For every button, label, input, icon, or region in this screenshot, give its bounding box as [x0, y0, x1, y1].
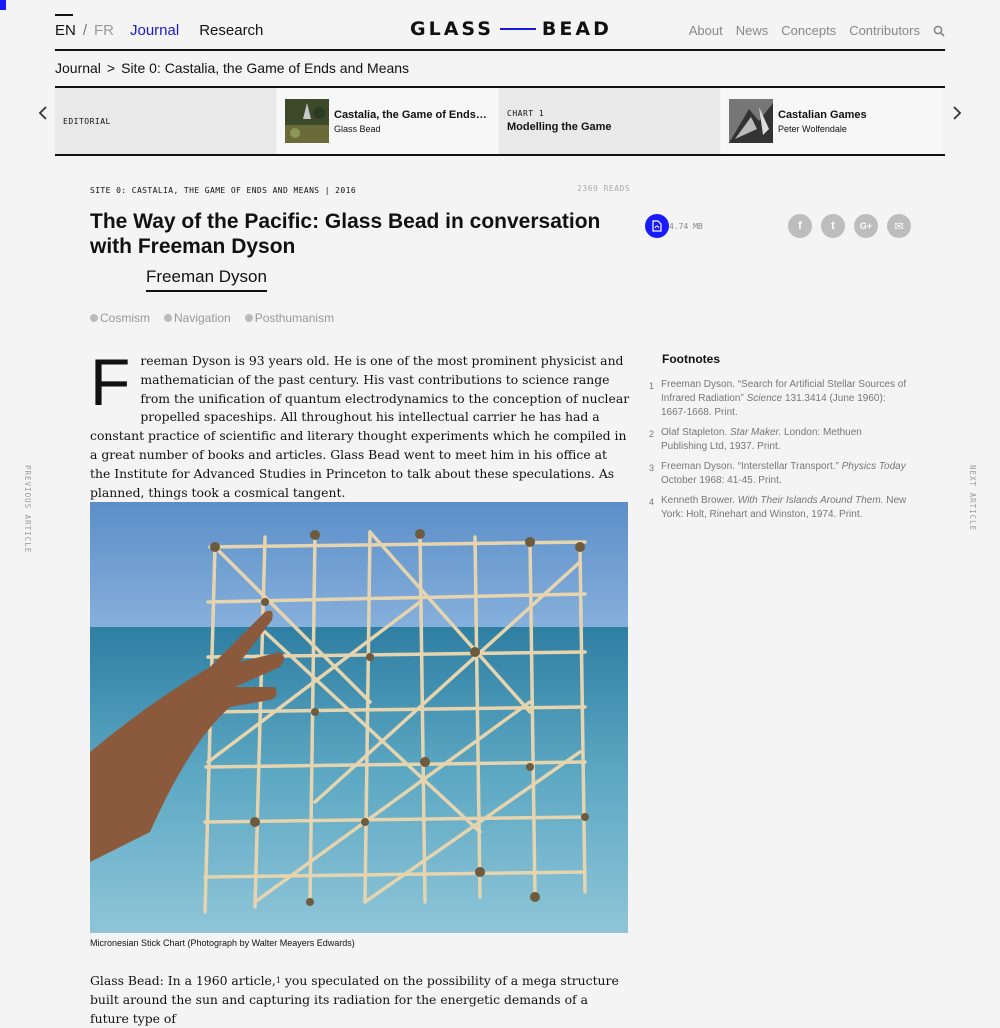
intro-text: reeman Dyson is 93 years old. He is one of the most prominent physicist and mathematician of the past century. His vast contributions to science range from the unification of quantum electrodynamics to the conception of nuclear propelled spaceships. All throughout his intellectual carrier he has had a constant practice of scientific and literary thought experiments which he compiled in a great number of books and articles. Glass Bead went to meet him in his office at the Institute for Advanced Studies in Princeton to talk about these speculations. As planned, things took a cosmical tangent.	[90, 353, 630, 500]
facebook-icon: f	[798, 220, 802, 232]
footnote-text: Freeman Dyson. “Interstellar Transport.”	[661, 461, 842, 472]
carousel-item-editorial[interactable]	[55, 88, 277, 154]
breadcrumb-journal[interactable]: Journal	[55, 60, 101, 76]
footnote-text: Kenneth Brower.	[661, 495, 738, 506]
castalian-games-thumbnail	[729, 99, 773, 143]
carousel-item-chart[interactable]	[499, 88, 721, 154]
share-googleplus-button[interactable]	[854, 214, 878, 238]
carousel-item-castalian-games[interactable]	[721, 88, 943, 154]
nav-news[interactable]: News	[735, 23, 769, 38]
question-speaker: Glass Bead	[90, 973, 160, 988]
tag-navigation[interactable]: Navigation	[164, 311, 231, 325]
photo-caption: Micronesian Stick Chart (Photograph by Walter Meayers Edwards)	[90, 938, 355, 948]
read-count: 2369 READS	[577, 184, 631, 193]
footnote-text: October 1968: 41-45. Print.	[661, 475, 782, 486]
drop-cap: F	[90, 345, 131, 419]
carousel-chart-text	[507, 109, 612, 133]
question-text-b: you speculated on the possibility of a mega structure built around the sun and capturing its radiation for the energetic demands of a future type of	[90, 973, 619, 1026]
language-switcher	[55, 22, 114, 39]
reading-progress	[0, 0, 6, 10]
tag-posthumanism[interactable]: Posthumanism	[245, 311, 334, 325]
carousel-next-button[interactable]	[949, 105, 965, 126]
footnotes-list	[649, 378, 909, 528]
footnote-number: 2	[649, 429, 655, 439]
pdf-size: 4.74 MB	[669, 222, 703, 231]
stick-chart-photo	[90, 502, 628, 933]
footnote-text: Freeman Dyson. “Search for Artificial Stellar Sources of Infrared Radiation”	[661, 379, 907, 404]
search-icon[interactable]	[933, 25, 945, 37]
article-meta: SITE 0: CASTALIA, THE GAME OF ENDS AND MEANS | 2016	[90, 186, 357, 195]
share-twitter-button[interactable]	[821, 214, 845, 238]
chevron-right-icon	[952, 105, 962, 121]
castalia-thumbnail	[285, 99, 329, 143]
carousel-chart-kicker: CHART 1	[507, 109, 545, 118]
pdf-icon	[652, 220, 662, 232]
nav-research[interactable]: Research	[199, 22, 264, 39]
footnotes-title: Footnotes	[662, 352, 720, 366]
logo-word-glass: GLASS	[410, 18, 494, 40]
site-header	[55, 0, 945, 51]
nav-concepts[interactable]: Concepts	[781, 23, 837, 38]
carousel-games-subtitle: Peter Wolfendale	[778, 123, 847, 134]
carousel-editorial-label: EDITORIAL	[63, 116, 111, 126]
footnote-italic: Star Maker.	[729, 427, 782, 438]
breadcrumb-separator: >	[106, 60, 116, 76]
footnote-text: 131.3414 (June 1960): 1667-1668. Print.	[661, 393, 886, 418]
question-text-a: : In a 1960 article,	[159, 973, 276, 988]
twitter-icon: t	[831, 220, 835, 232]
site-logo[interactable]	[410, 18, 612, 40]
footnote-item	[649, 426, 909, 454]
lang-separator: /	[82, 22, 88, 39]
carousel-chart-title: Modelling the Game	[507, 121, 612, 133]
article-title: The Way of the Pacific: Glass Bead in conversation with Freeman Dyson	[90, 210, 601, 258]
nav-journal[interactable]: Journal	[130, 22, 180, 39]
googleplus-icon: G+	[859, 221, 873, 231]
carousel-castalia-subtitle: Glass Bead	[334, 123, 381, 134]
email-icon: ✉	[894, 220, 904, 233]
carousel-games-text	[778, 109, 867, 134]
footnote-italic: With Their Islands Around Them.	[737, 495, 884, 506]
carousel-castalia-title: Castalia, the Game of Ends…	[334, 108, 487, 121]
logo-bar	[500, 28, 536, 30]
carousel-castalia-text	[334, 109, 487, 134]
footnote-item	[649, 494, 909, 522]
breadcrumb-current[interactable]: Site 0: Castalia, the Game of Ends and Means	[121, 60, 410, 76]
lang-fr[interactable]: FR	[94, 22, 115, 39]
related-carousel	[55, 86, 945, 156]
article-intro	[90, 345, 630, 502]
breadcrumb	[55, 60, 409, 76]
chevron-left-icon	[38, 105, 48, 121]
footnote-number: 4	[649, 497, 655, 507]
primary-nav	[130, 22, 263, 39]
footnote-text: New York: Holt, Rinehart and Winston, 1974. Print.	[661, 495, 907, 520]
footnote-text: London: Methuen Publishing Ltd, 1937. Print.	[661, 427, 862, 452]
carousel-item-castalia[interactable]	[277, 88, 499, 154]
share-facebook-button[interactable]	[788, 214, 812, 238]
carousel-prev-button[interactable]	[35, 105, 51, 126]
footnote-italic: Physics Today	[841, 461, 906, 472]
previous-article-link[interactable]: PREVIOUS ARTICLE	[23, 465, 32, 554]
next-article-link[interactable]: NEXT ARTICLE	[968, 465, 977, 532]
footnote-number: 3	[649, 463, 655, 473]
article-body-paragraph	[90, 972, 630, 1028]
carousel-games-title: Castalian Games	[778, 108, 867, 121]
tag-cosmism[interactable]: Cosmism	[90, 311, 150, 325]
secondary-nav	[689, 23, 945, 38]
pdf-download-button[interactable]	[645, 214, 669, 238]
footnote-number: 1	[649, 381, 655, 391]
footnote-text: Olaf Stapleton.	[661, 427, 730, 438]
lang-en[interactable]: EN	[55, 22, 76, 39]
nav-about[interactable]: About	[688, 23, 723, 38]
footnote-item	[649, 378, 909, 420]
share-email-button[interactable]	[887, 214, 911, 238]
footnote-item	[649, 460, 909, 488]
footnote-italic: Science	[746, 393, 783, 404]
author-link[interactable]: Freeman Dyson	[146, 267, 267, 292]
nav-contributors[interactable]: Contributors	[849, 23, 920, 38]
tag-list	[90, 311, 334, 325]
footnote-ref-1[interactable]: 1	[275, 976, 281, 985]
logo-word-bead: BEAD	[541, 18, 612, 40]
